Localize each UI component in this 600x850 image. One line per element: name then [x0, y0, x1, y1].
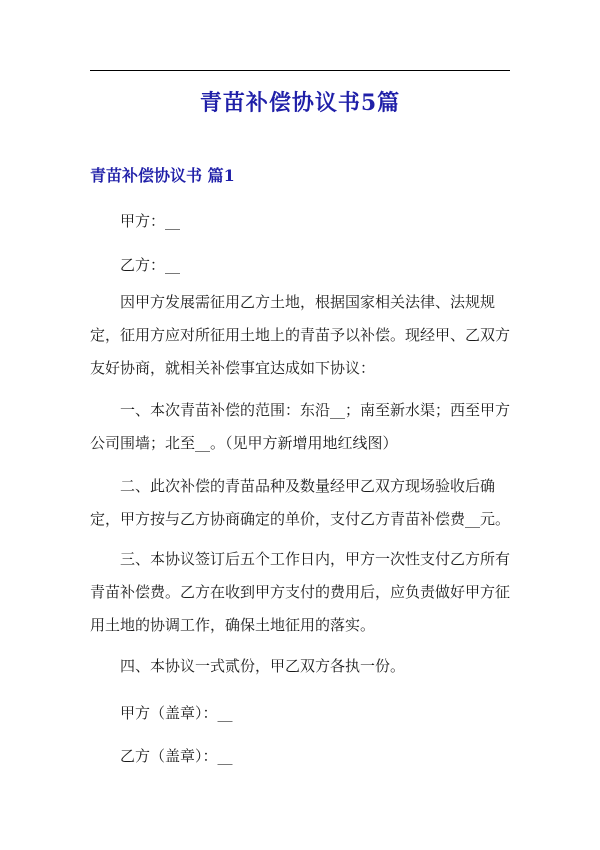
party-a-line: 甲方：__ — [120, 212, 181, 230]
document-title: 青苗补偿协议书5篇 — [199, 90, 401, 116]
intro-paragraph: 因甲方发展需征用乙方土地，根据国家相关法律、法规规定，征用方应对所征用土地上的青苗予以补偿。现经甲、乙双方友好协商，就相关补偿事宜达成如下协议： — [90, 293, 511, 377]
section-heading: 青苗补偿协议书 篇1 — [90, 166, 235, 185]
header-rule — [90, 70, 510, 71]
clause-1-paragraph: 一、本次青苗补偿的范围：东沿__；南至新水渠；西至甲方公司围墙；北至__。（见甲方新增用地红线图） — [90, 401, 511, 452]
clause-2-paragraph: 二、此次补偿的青苗品种及数量经甲乙双方现场验收后确定，甲方按与乙方协商确定的单价，支付乙方青苗补偿费__元。 — [90, 477, 511, 528]
clause-3-paragraph: 三、本协议签订后五个工作日内，甲方一次性支付乙方所有青苗补偿费。乙方在收到甲方支付的费用后，应负责做好甲方征用土地的协调工作，确保土地征用的落实。 — [90, 550, 511, 634]
party-b-line: 乙方：__ — [120, 256, 181, 274]
clause-4-paragraph: 四、本协议一式贰份，甲乙双方各执一份。 — [120, 657, 406, 675]
party-b-seal-line: 乙方（盖章）：__ — [120, 747, 233, 765]
party-a-seal-line: 甲方（盖章）：__ — [120, 704, 233, 722]
